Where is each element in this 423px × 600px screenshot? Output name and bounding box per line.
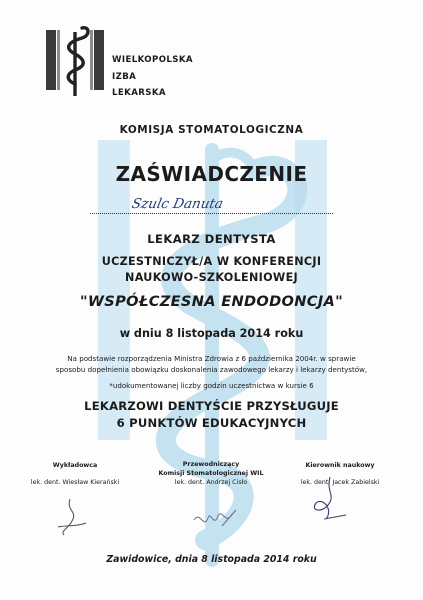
legal-basis-line-1: Na podstawie rozporządzenia Ministra Zdrowia z 6 października 2004r. w sprawie	[67, 354, 356, 363]
logo-left-bar	[46, 30, 56, 90]
legal-basis-line-2: sposobu dopełnienia obowiązku doskonalenia zawodowego lekarzy i lekarzy dentystów,	[55, 365, 368, 374]
signature-block-lecturer	[20, 462, 130, 486]
signature-scribble-chairman	[192, 506, 238, 532]
org-line-2: IZBA	[112, 71, 137, 82]
conference-type: NAUKOWO-SZKOLENIOWEJ	[125, 271, 298, 284]
scientific-head-role: Kierownik naukowy	[305, 462, 375, 469]
awarded-line: LEKARZOWI DENTYŚCIE PRZYSŁUGUJE	[84, 399, 339, 413]
organization-name	[112, 52, 193, 102]
profession: LEKARZ DENTYSTA	[147, 232, 276, 246]
education-points: 6 PUNKTÓW EDUKACYJNYCH	[116, 416, 307, 430]
chairman-role: Przewodniczący	[182, 461, 240, 468]
signature-block-chairman	[146, 461, 276, 486]
conference-title: "WSPÓŁCZESNA ENDODONCJA"	[80, 293, 343, 310]
place-and-date: Zawidowice, dnia 8 listopada 2014 roku	[106, 554, 317, 565]
logo-right-bar	[94, 30, 104, 90]
logo-left-thin-bar	[57, 30, 60, 90]
commission-name: KOMISJA STOMATOLOGICZNA	[119, 124, 304, 136]
signature-scribble-scientific-head	[300, 475, 348, 525]
conference-date: w dniu 8 listopada 2014 roku	[119, 327, 304, 340]
participation-statement: UCZESTNICZYŁ/A W KONFERENCJI	[101, 255, 322, 268]
logo-serpent	[68, 28, 88, 84]
org-line-3: LEKARSKA	[112, 88, 166, 98]
recipient-name-dotted-line	[90, 213, 333, 214]
chamber-logo	[44, 22, 106, 98]
document-title: ZAŚWIADCZENIE	[115, 162, 308, 186]
hours-line: *udokumentowanej liczby godzin uczestnictwa w kursie 6	[109, 381, 314, 390]
lecturer-name: lek. dent. Wiesław Kierański	[30, 479, 120, 486]
org-line-1: WIELKOPOLSKA	[112, 55, 193, 65]
chairman-name: lek. dent. Andrzej Cisło	[174, 479, 248, 486]
recipient-name-handwritten: Szulc Danuta	[130, 196, 225, 212]
logo-right-thin-bar	[90, 30, 93, 90]
signature-scribble-lecturer	[52, 497, 92, 537]
chairman-role-commission: Komisji Stomatologicznej WIL	[158, 470, 264, 477]
lecturer-role: Wykładowca	[52, 462, 98, 469]
scientific-head-name: lek. dent. Jacek Zabielski	[300, 479, 380, 486]
